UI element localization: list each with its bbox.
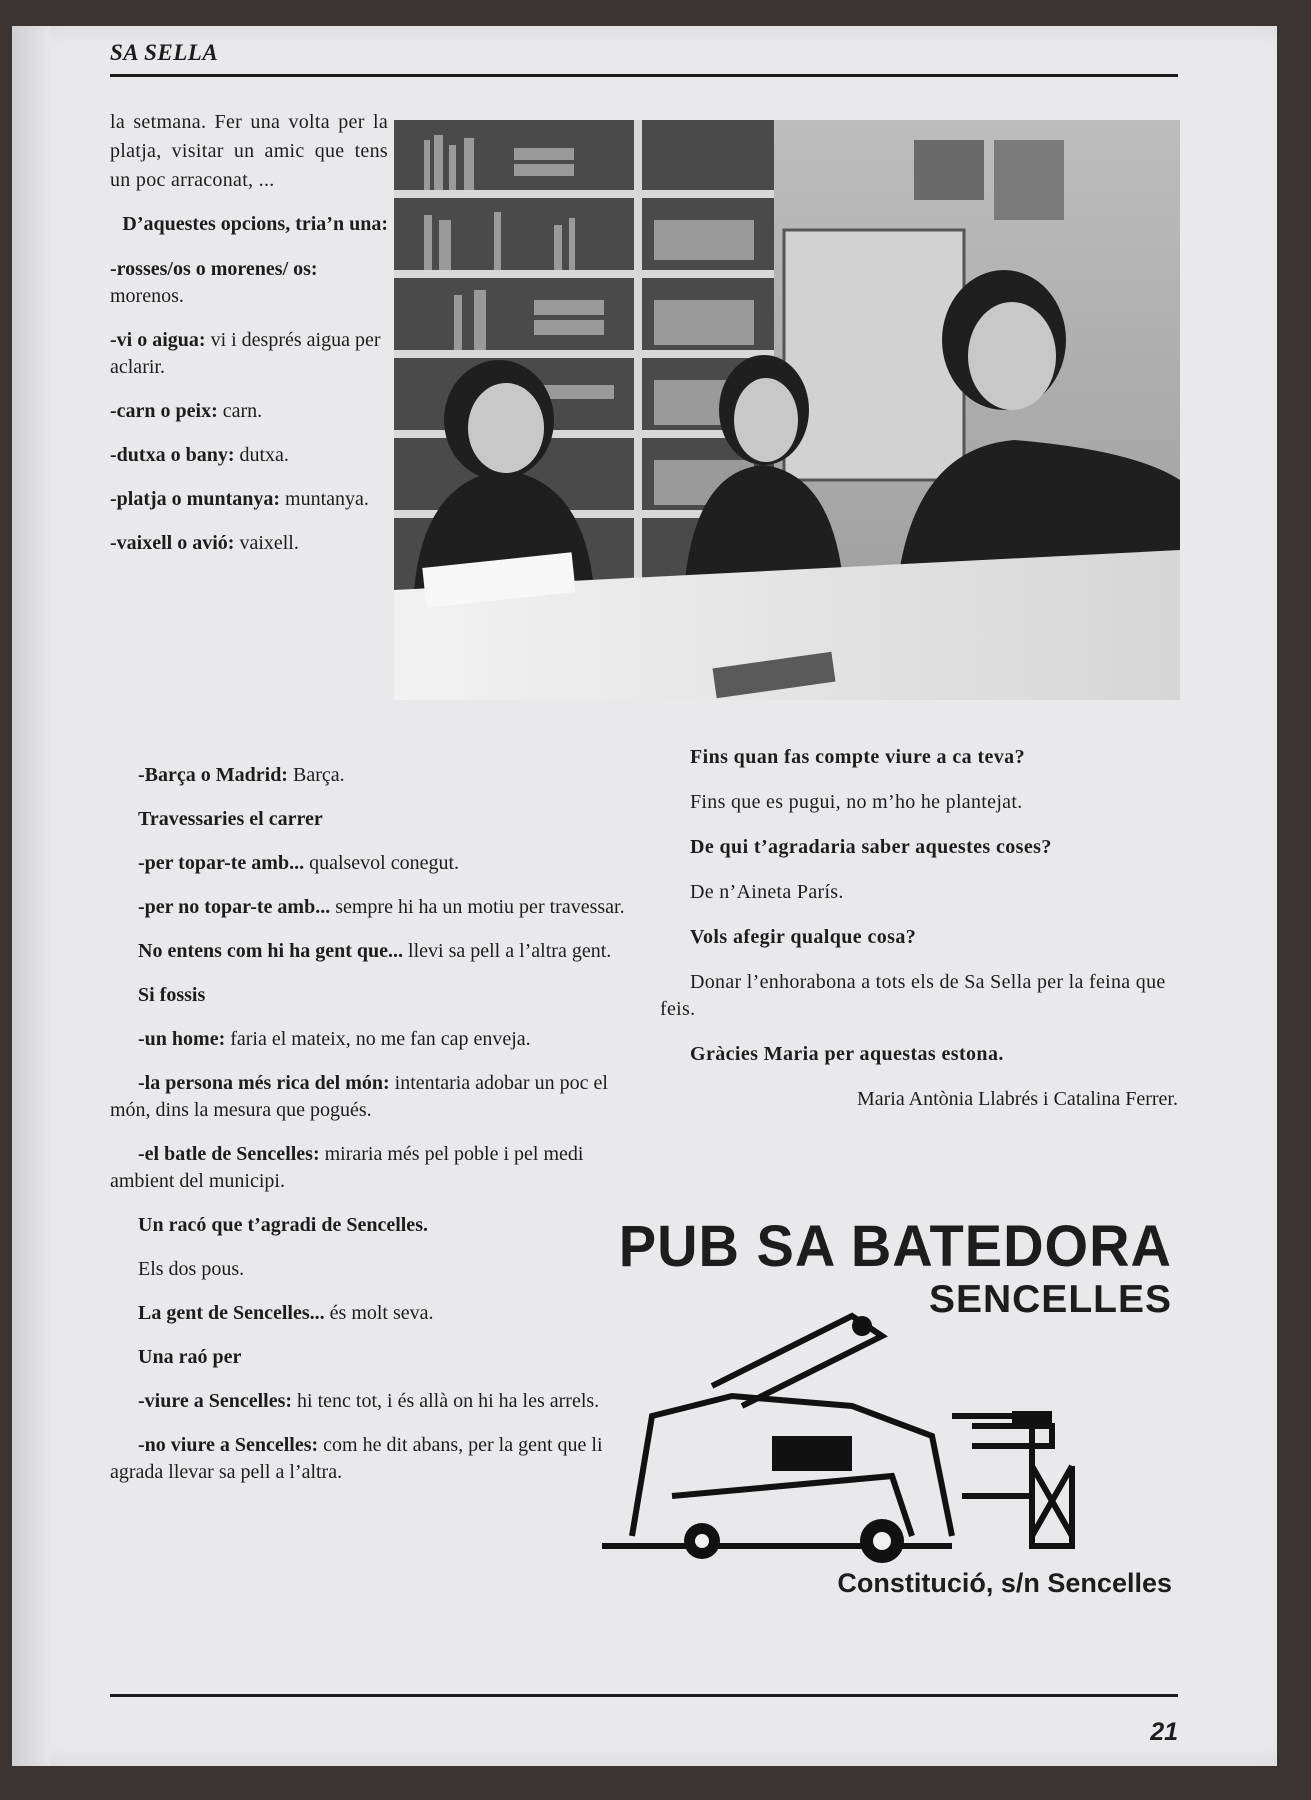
- interview-question: Vols afegir qualque cosa?: [690, 926, 917, 948]
- choice-item: [110, 530, 388, 557]
- answer-text: faria el mateix, no me fan cap enveja.: [225, 1028, 531, 1050]
- question-label: -platja o muntanya:: [110, 488, 281, 510]
- answer-line: Els dos pous.: [138, 1258, 245, 1280]
- interview-item: [110, 894, 630, 921]
- interview-item: [110, 1026, 630, 1053]
- question-label: -carn o peix:: [110, 400, 218, 422]
- ad-address: Constitució, s/n Sencelles: [837, 1568, 1172, 1598]
- interview-question: Gràcies Maria per aquestas estona.: [690, 1043, 1004, 1065]
- answer-text: hi tenc tot, i és allà on hi ha les arrels.: [292, 1390, 600, 1412]
- answer-text: llevi sa pell a l’altra gent.: [403, 940, 612, 962]
- question-heading: D’aquestes opcions, tria’n una:: [122, 213, 388, 235]
- running-head: SA SELLA: [110, 40, 219, 65]
- question-label: -la persona més rica del món:: [138, 1072, 390, 1094]
- right-column: [660, 744, 1178, 1131]
- interview-question: De qui t’agradaria saber aquestes coses?: [690, 836, 1052, 858]
- footer-rule: [110, 1694, 1178, 1697]
- interview-item: [110, 762, 630, 789]
- answer-text: com he dit abans, per la gent que li agrada llevar sa pell a l’altra.: [110, 1434, 603, 1483]
- interview-item: [110, 1070, 630, 1124]
- pub-advertisement: [582, 1212, 1182, 1616]
- interview-item: [110, 1388, 630, 1415]
- interview-item: [110, 938, 630, 965]
- answer-text: sempre hi ha un motiu per travessar.: [330, 896, 625, 918]
- question-label: -viure a Sencelles:: [138, 1390, 293, 1412]
- page-number: 21: [1150, 1718, 1178, 1746]
- question-label: -un home:: [138, 1028, 226, 1050]
- question-label: -vaixell o avió:: [110, 532, 235, 554]
- section-heading: Si fossis: [138, 984, 206, 1006]
- answer-text: carn.: [217, 400, 263, 422]
- choice-item: [110, 398, 388, 425]
- photo-illustration: [394, 120, 1180, 700]
- header-rule: [110, 74, 1178, 77]
- question-label: -Barça o Madrid:: [138, 764, 288, 786]
- left-column: [110, 108, 388, 574]
- full-width-column: [110, 762, 630, 1503]
- interview-item: [110, 1141, 630, 1195]
- interview-item: [110, 1432, 630, 1486]
- choice-item: [110, 327, 388, 381]
- question-label: -vi o aigua:: [110, 329, 206, 351]
- section-heading: Travessaries el carrer: [138, 808, 323, 830]
- question-label: La gent de Sencelles...: [138, 1302, 325, 1324]
- interview-question: Fins quan fas compte viure a ca teva?: [690, 746, 1025, 768]
- ad-subtitle: SENCELLES: [928, 1278, 1172, 1321]
- choice-item: [110, 442, 388, 469]
- question-label: -rosses/os o morenes/ os:: [110, 258, 318, 280]
- interview-answer: Donar l’enhorabona a tots els de Sa Sella per la feina que feis.: [660, 971, 1166, 1020]
- section-heading: Un racó que t’agradi de Sencelles.: [138, 1214, 428, 1236]
- choice-item: [110, 486, 388, 513]
- interview-photo: [394, 120, 1180, 700]
- section-heading: Una raó per: [138, 1346, 242, 1368]
- question-label: -per no topar-te amb...: [138, 896, 331, 918]
- answer-text: vaixell.: [234, 532, 299, 554]
- question-label: No entens com hi ha gent que...: [138, 940, 404, 962]
- answer-text: muntanya.: [280, 488, 369, 510]
- ad-title: PUB SA BATEDORA: [618, 1212, 1172, 1279]
- answer-text: Barça.: [287, 764, 345, 786]
- question-label: -per topar-te amb...: [138, 852, 305, 874]
- question-label: -dutxa o bany:: [110, 444, 235, 466]
- choice-item: [110, 256, 388, 310]
- author-signature: Maria Antònia Llabrés i Catalina Ferrer.: [856, 1088, 1178, 1110]
- question-label: -el batle de Sencelles:: [138, 1143, 320, 1165]
- magazine-page: [12, 26, 1277, 1766]
- press-machine-illustration: [592, 1296, 1112, 1566]
- answer-text: morenos.: [110, 285, 184, 307]
- continued-text: la setmana. Fer una volta per la platja, visitar un amic que tens un poc arraconat, ...: [110, 111, 388, 191]
- answer-text: vi i després aigua per aclarir.: [110, 329, 381, 378]
- answer-text: miraria més pel poble i pel medi ambient del municipi.: [110, 1143, 584, 1192]
- interview-item: [110, 1300, 630, 1327]
- answer-text: és molt seva.: [324, 1302, 434, 1324]
- answer-text: dutxa.: [234, 444, 289, 466]
- page-gutter: [12, 26, 50, 1766]
- question-label: -no viure a Sencelles:: [138, 1434, 319, 1456]
- answer-text: intentaria adobar un poc el món, dins la mesura que pogués.: [110, 1072, 608, 1121]
- answer-text: qualsevol conegut.: [304, 852, 460, 874]
- interview-answer: Fins que es pugui, no m’ho he plantejat.: [690, 791, 1023, 813]
- interview-item: [110, 850, 630, 877]
- interview-answer: De n’Aineta París.: [690, 881, 844, 903]
